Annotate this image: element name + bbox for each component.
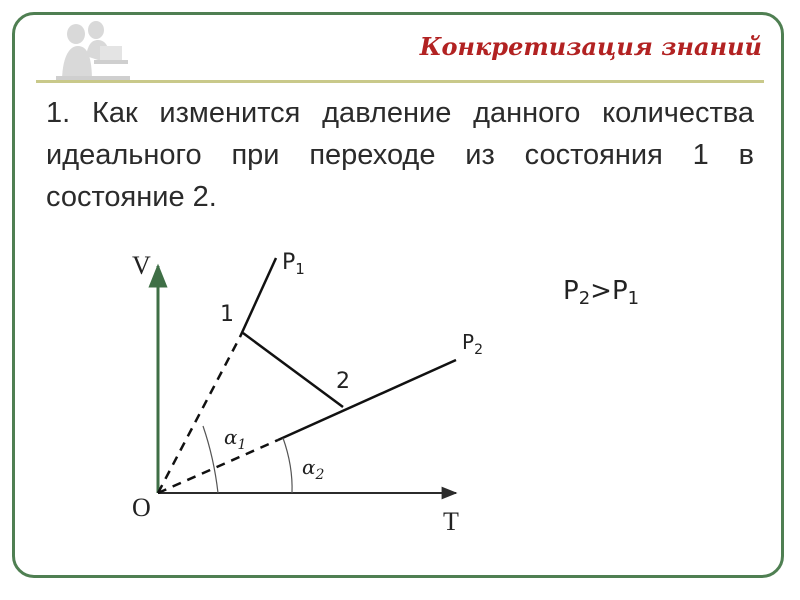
isobar-1-label: $P_1$ [282, 250, 305, 278]
question-text: 1. Как изменится давление данного количества идеального при переходе из состояния 1 в состояние 2. [46, 97, 754, 213]
isobar-1-dashed [158, 337, 240, 493]
angle-1-arc [203, 426, 218, 493]
isobar-2-line [278, 360, 456, 440]
angle-1-label: $\alpha_1$ [224, 425, 247, 453]
isobar-2-label: $P_2$ [462, 330, 483, 358]
slide-title: Конкретизация знаний [419, 32, 762, 61]
state-1-label: 1 [220, 302, 234, 327]
axis-t-label: T [443, 507, 459, 536]
state-2-label: 2 [336, 369, 350, 394]
answer-relation: P2>P1 [563, 276, 640, 309]
transition-line [243, 333, 343, 407]
isobar-2-dashed [158, 440, 278, 493]
isobar-1-line [240, 258, 276, 337]
axis-v-label: V [132, 251, 151, 280]
origin-label: O [132, 493, 151, 522]
angle-2-arc [283, 438, 292, 493]
angle-2-label: $\alpha_2$ [302, 455, 325, 483]
